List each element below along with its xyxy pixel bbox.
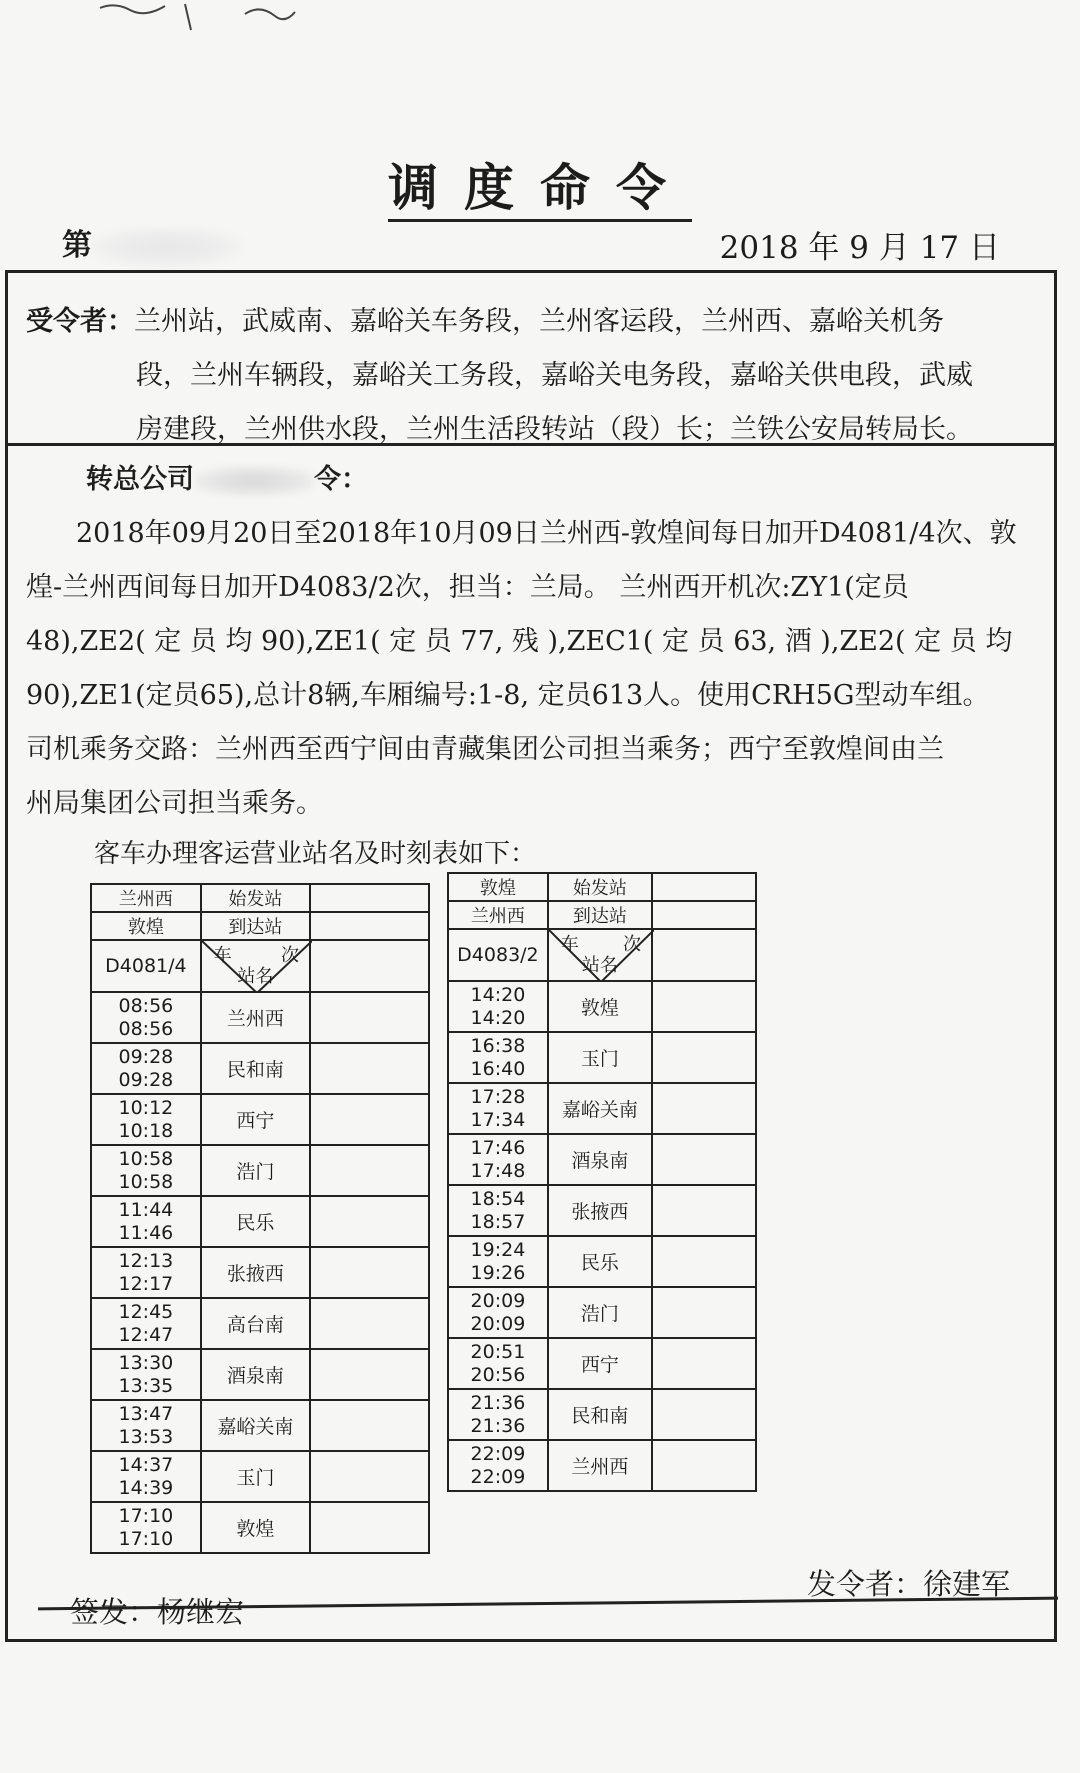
blank-cell <box>310 1400 429 1451</box>
blank-cell <box>310 940 429 992</box>
arr-dep-times <box>91 1094 201 1145</box>
arr-dep-times <box>91 1502 201 1553</box>
blank-cell <box>652 1389 756 1440</box>
recipients-label: 受令者： <box>26 306 134 337</box>
departure-time: 21:36 <box>470 1414 526 1437</box>
station-name: 西宁 <box>548 1338 652 1389</box>
origin-label: 始发站 <box>201 884 310 912</box>
body-line-3: 48),ZE2( 定 员 均 90),ZE1( 定 员 77, 残 ),ZEC1( 定 员 63, 酒 ),ZE2( 定 员 均 <box>26 626 1013 657</box>
departure-time: 19:26 <box>470 1261 526 1284</box>
blank-cell <box>652 1185 756 1236</box>
timetable-row <box>448 1236 756 1287</box>
arrival-time: 08:56 <box>118 994 174 1017</box>
arr-dep-times <box>448 1185 548 1236</box>
arrival-time: 17:28 <box>470 1085 526 1108</box>
departure-time: 14:39 <box>118 1476 174 1499</box>
arr-dep-times <box>448 1134 548 1185</box>
origin-label: 始发站 <box>548 873 652 901</box>
blank-cell <box>652 1287 756 1338</box>
station-name: 敦煌 <box>201 1502 310 1553</box>
station-name: 浩门 <box>548 1287 652 1338</box>
timetable-row <box>91 1043 429 1094</box>
blank-cell <box>652 1440 756 1491</box>
arr-dep-times <box>91 1043 201 1094</box>
recipients-line-3: 房建段，兰州供水段，兰州生活段转站（段）长；兰铁公安局转局长。 <box>136 414 973 445</box>
station-name: 嘉峪关南 <box>201 1400 310 1451</box>
departure-time: 10:18 <box>118 1119 174 1142</box>
station-name: 敦煌 <box>548 981 652 1032</box>
departure-time: 18:57 <box>470 1210 526 1233</box>
arrival-time: 10:12 <box>118 1096 174 1119</box>
station-name: 张掖西 <box>548 1185 652 1236</box>
departure-time: 11:46 <box>118 1221 174 1244</box>
departure-time: 10:58 <box>118 1170 174 1193</box>
arr-dep-times <box>448 1338 548 1389</box>
timetable-row <box>448 1287 756 1338</box>
arrival-time: 20:09 <box>470 1289 526 1312</box>
timetable-row <box>448 1134 756 1185</box>
dest-station: 兰州西 <box>448 901 548 929</box>
arr-dep-times <box>448 1440 548 1491</box>
train-number: D4081/4 <box>91 940 201 992</box>
timetable-row <box>91 1145 429 1196</box>
timetable-d4083 <box>447 872 757 1492</box>
station-name: 西宁 <box>201 1094 310 1145</box>
arrival-time: 22:09 <box>470 1442 526 1465</box>
arrival-time: 20:51 <box>470 1340 526 1363</box>
arrival-time: 16:38 <box>470 1034 526 1057</box>
blank-cell <box>310 912 429 940</box>
station-name: 民乐 <box>201 1196 310 1247</box>
timetable-row <box>91 1451 429 1502</box>
header-station-name: 站名 <box>237 966 274 987</box>
arr-dep-times <box>91 1298 201 1349</box>
issuer-signature: 签发：杨继宏 <box>70 1595 245 1629</box>
header-ci: 次 <box>281 945 299 966</box>
recipients-block <box>26 295 1046 457</box>
blank-cell <box>310 1094 429 1145</box>
arrival-time: 18:54 <box>470 1187 526 1210</box>
departure-time: 20:56 <box>470 1363 526 1386</box>
timetable-row <box>91 1400 429 1451</box>
page-title: 调度命令 <box>0 148 1080 220</box>
arrival-time: 21:36 <box>470 1391 526 1414</box>
station-name: 兰州西 <box>548 1440 652 1491</box>
timetable-row <box>448 1032 756 1083</box>
arrival-time: 09:28 <box>118 1045 174 1068</box>
body-line-2: 煌-兰州西间每日加开D4083/2次，担当：兰局。 兰州西开机次:ZY1(定员 <box>26 572 909 603</box>
arr-dep-times <box>448 1389 548 1440</box>
arr-dep-times <box>91 1349 201 1400</box>
arr-dep-times <box>91 1247 201 1298</box>
departure-time: 08:56 <box>118 1017 174 1040</box>
forward-line: 转总公司 令： <box>86 464 368 495</box>
body-line-5: 司机乘务交路：兰州西至西宁间由青藏集团公司担当乘务；西宁至敦煌间由兰 <box>26 734 944 765</box>
arr-dep-times <box>91 1400 201 1451</box>
blank-cell <box>652 929 756 981</box>
timetable-row <box>91 1094 429 1145</box>
blank-cell <box>310 1349 429 1400</box>
blank-cell <box>310 992 429 1043</box>
arrival-time: 17:10 <box>118 1504 174 1527</box>
arr-dep-times <box>448 1083 548 1134</box>
arr-dep-times <box>91 1451 201 1502</box>
order-body <box>26 453 1046 831</box>
departure-time: 22:09 <box>470 1465 526 1488</box>
arrival-time: 11:44 <box>118 1198 174 1221</box>
timetable-row <box>448 1083 756 1134</box>
timetable-row <box>91 1502 429 1553</box>
arrival-time: 19:24 <box>470 1238 526 1261</box>
header-che: 车 <box>213 945 232 966</box>
blank-cell <box>652 1083 756 1134</box>
diagonal-header <box>548 929 652 981</box>
station-name: 民和南 <box>548 1389 652 1440</box>
station-name: 兰州西 <box>201 992 310 1043</box>
station-name: 嘉峪关南 <box>548 1083 652 1134</box>
timetable-row <box>91 992 429 1043</box>
train-number: D4083/2 <box>448 929 548 981</box>
header-ci: 次 <box>623 934 641 955</box>
commander-signature: 发令者：徐建军 <box>806 1567 1010 1601</box>
arr-dep-times <box>91 1196 201 1247</box>
timetable-caption: 客车办理客运营业站名及时刻表如下： <box>94 839 537 869</box>
blank-cell <box>310 1247 429 1298</box>
order-number: 第 <box>62 220 242 267</box>
blank-cell <box>310 1196 429 1247</box>
station-name: 酒泉南 <box>201 1349 310 1400</box>
station-name: 酒泉南 <box>548 1134 652 1185</box>
redacted-order-ref <box>194 466 314 496</box>
blank-cell <box>652 1032 756 1083</box>
arrival-time: 13:47 <box>118 1402 174 1425</box>
order-date: 2018 年 9 月 17 日 <box>719 230 1000 266</box>
redacted-number <box>92 227 242 267</box>
departure-time: 13:53 <box>118 1425 174 1448</box>
arrival-time: 13:30 <box>118 1351 174 1374</box>
blank-cell <box>652 873 756 901</box>
arr-dep-times <box>448 981 548 1032</box>
arrival-time: 17:46 <box>470 1136 526 1159</box>
origin-station: 敦煌 <box>448 873 548 901</box>
arr-dep-times <box>448 1236 548 1287</box>
departure-time: 13:35 <box>118 1374 174 1397</box>
blank-cell <box>652 1134 756 1185</box>
dest-label: 到达站 <box>548 901 652 929</box>
arrival-time: 14:20 <box>470 983 526 1006</box>
dest-station: 敦煌 <box>91 912 201 940</box>
departure-time: 17:34 <box>470 1108 526 1131</box>
arr-dep-times <box>91 992 201 1043</box>
header-station-name: 站名 <box>581 955 618 976</box>
blank-cell <box>310 1145 429 1196</box>
departure-time: 09:28 <box>118 1068 174 1091</box>
arrival-time: 12:13 <box>118 1249 174 1272</box>
recipients-divider <box>8 443 1054 446</box>
blank-cell <box>652 901 756 929</box>
blank-cell <box>310 1502 429 1553</box>
station-name: 张掖西 <box>201 1247 310 1298</box>
station-name: 浩门 <box>201 1145 310 1196</box>
timetable-row <box>91 1196 429 1247</box>
arrival-time: 14:37 <box>118 1453 174 1476</box>
timetable-d4081 <box>90 883 430 1554</box>
recipients-line-2: 段，兰州车辆段，嘉峪关工务段，嘉峪关电务段，嘉峪关供电段，武威 <box>136 360 973 391</box>
body-line-1: 2018年09月20日至2018年10月09日兰州西-敦煌间每日加开D4081/4次、敦 <box>76 518 1017 549</box>
departure-time: 12:47 <box>118 1323 174 1346</box>
body-line-6: 州局集团公司担当乘务。 <box>26 788 323 819</box>
timetable-row <box>448 981 756 1032</box>
arrival-time: 10:58 <box>118 1147 174 1170</box>
origin-station: 兰州西 <box>91 884 201 912</box>
blank-cell <box>310 1298 429 1349</box>
departure-time: 12:17 <box>118 1272 174 1295</box>
station-name: 高台南 <box>201 1298 310 1349</box>
blank-cell <box>652 981 756 1032</box>
timetable-row <box>448 1185 756 1236</box>
departure-time: 14:20 <box>470 1006 526 1029</box>
timetable-row <box>91 1247 429 1298</box>
dest-label: 到达站 <box>201 912 310 940</box>
station-name: 民乐 <box>548 1236 652 1287</box>
station-name: 民和南 <box>201 1043 310 1094</box>
blank-cell <box>652 1236 756 1287</box>
timetable-row <box>91 1349 429 1400</box>
header-che: 车 <box>560 934 579 955</box>
timetable-row <box>448 1440 756 1491</box>
diagonal-header <box>201 940 310 992</box>
arr-dep-times <box>91 1145 201 1196</box>
blank-cell <box>652 1338 756 1389</box>
body-line-4: 90),ZE1(定员65),总计8辆,车厢编号:1-8, 定员613人。使用CRH5G型动车组。 <box>26 680 990 711</box>
departure-time: 17:48 <box>470 1159 526 1182</box>
arr-dep-times <box>448 1287 548 1338</box>
handwriting-scrawl <box>95 0 355 40</box>
blank-cell <box>310 1451 429 1502</box>
blank-cell <box>310 1043 429 1094</box>
departure-time: 16:40 <box>470 1057 526 1080</box>
arrival-time: 12:45 <box>118 1300 174 1323</box>
arr-dep-times <box>448 1032 548 1083</box>
recipients-line-1: 兰州站，武威南、嘉峪关车务段，兰州客运段，兰州西、嘉峪关机务 <box>134 306 944 337</box>
departure-time: 20:09 <box>470 1312 526 1335</box>
departure-time: 17:10 <box>118 1527 174 1550</box>
timetable-row <box>91 1298 429 1349</box>
timetable-row <box>448 1338 756 1389</box>
blank-cell <box>310 884 429 912</box>
timetable-row <box>448 1389 756 1440</box>
station-name: 玉门 <box>201 1451 310 1502</box>
station-name: 玉门 <box>548 1032 652 1083</box>
